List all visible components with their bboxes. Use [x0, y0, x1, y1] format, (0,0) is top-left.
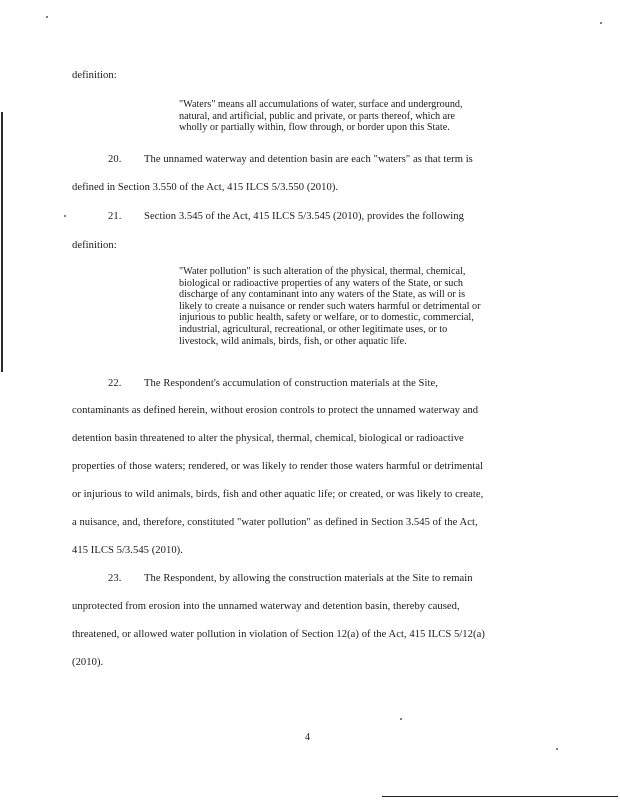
text-line: properties of those waters; rendered, or was likely to render those waters harmful or detrimental	[72, 461, 484, 472]
quote-line: natural, and artificial, public and private, or parts thereof, which are	[179, 110, 456, 122]
scan-speck	[600, 22, 602, 24]
paragraph-number: 23.	[108, 573, 122, 584]
page-number: 4	[305, 732, 310, 743]
text-line: definition:	[72, 240, 117, 251]
scan-speck	[400, 718, 402, 720]
scan-speck	[556, 748, 558, 750]
quote-line: wholly or partially within, flow through, or border upon this State.	[179, 122, 450, 134]
text-line: The unnamed waterway and detention basin are each "waters" as that term is	[144, 154, 473, 165]
block-quote-waters	[179, 99, 529, 134]
scan-margin-bar	[1, 112, 3, 372]
text-line: The Respondent's accumulation of construction materials at the Site,	[144, 378, 438, 389]
paragraph-number: 20.	[108, 154, 122, 165]
paragraph-number: 21.	[108, 211, 122, 222]
text-line: definition:	[72, 70, 117, 81]
quote-line: "Waters" means all accumulations of water, surface and underground,	[179, 99, 463, 110]
block-quote-water-pollution	[179, 266, 529, 347]
text-line: Section 3.545 of the Act, 415 ILCS 5/3.545 (2010), provides the following	[144, 211, 464, 222]
scan-speck	[64, 215, 66, 217]
text-line: The Respondent, by allowing the construction materials at the Site to remain	[144, 573, 473, 584]
quote-line: industrial, agricultural, recreational, or other legitimate uses, or to	[179, 323, 448, 335]
quote-line: biological or radioactive properties of any waters of the State, or such	[179, 277, 464, 289]
text-line: defined in Section 3.550 of the Act, 415 ILCS 5/3.550 (2010).	[72, 182, 339, 193]
text-line: (2010).	[72, 657, 104, 668]
text-line: a nuisance, and, therefore, constituted "water pollution" as defined in Section 3.545 of the Act,	[72, 517, 478, 528]
quote-line: likely to create a nuisance or render such waters harmful or detrimental or	[179, 300, 481, 312]
quote-line: discharge of any contaminant into any waters of the State, as will or is	[179, 289, 466, 301]
text-line: contaminants as defined herein, without erosion controls to protect the unnamed waterway and	[72, 405, 479, 416]
scan-speck	[46, 16, 48, 18]
text-line: unprotected from erosion into the unnamed waterway and detention basin, thereby caused,	[72, 601, 460, 612]
scan-bottom-rule	[382, 796, 618, 797]
quote-line: livestock, wild animals, birds, fish, or other aquatic life.	[179, 335, 407, 347]
text-line: threatened, or allowed water pollution in violation of Section 12(a) of the Act, 415 ILCS 5/12(a)	[72, 629, 485, 640]
text-line: or injurious to wild animals, birds, fish and other aquatic life; or created, or was likely to create,	[72, 489, 484, 500]
paragraph-number: 22.	[108, 378, 122, 389]
text-line: detention basin threatened to alter the physical, thermal, chemical, biological or radioactive	[72, 433, 464, 444]
quote-line: "Water pollution" is such alteration of the physical, thermal, chemical,	[179, 266, 466, 277]
text-line: 415 ILCS 5/3.545 (2010).	[72, 545, 183, 556]
quote-line: injurious to public health, safety or welfare, or to domestic, commercial,	[179, 312, 474, 324]
